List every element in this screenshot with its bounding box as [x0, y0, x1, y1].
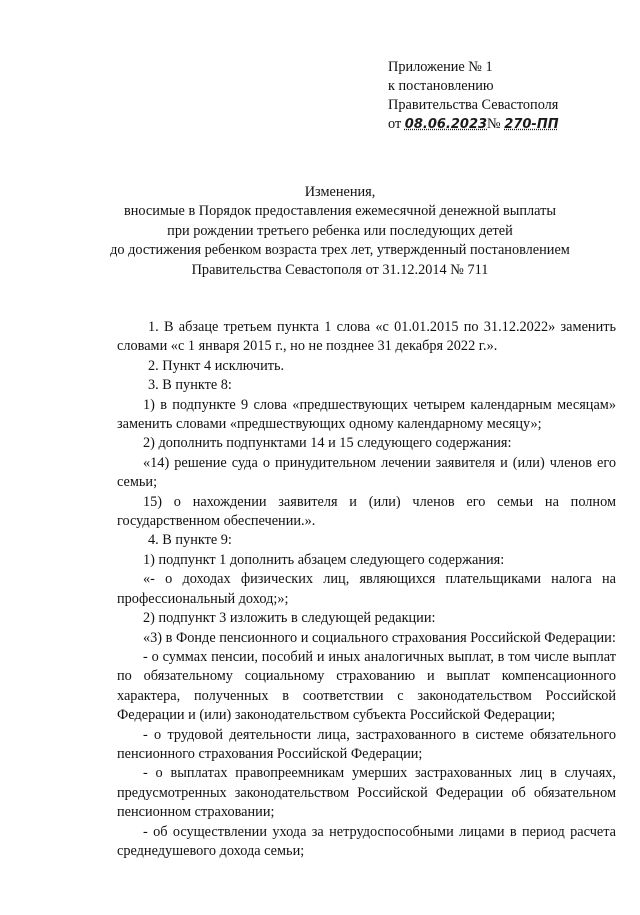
- title-line-4: до достижения ребенком возраста трех лет, утвержденный постановлением: [110, 242, 570, 259]
- appendix-header: [388, 58, 559, 134]
- appendix-line-1: Приложение № 1: [388, 59, 493, 75]
- appendix-line-3: Правительства Севастополя: [388, 97, 559, 113]
- paragraph: 3. В пункте 8:: [148, 377, 232, 394]
- handwritten-date: 08.06.2023: [404, 117, 488, 132]
- paragraph: - о суммах пенсии, пособий и иных аналогичных выплат, в том числе выплат по обязательному социальному страхованию и выплат компенсационного характера, полученных в соответствии с законодательством Российской Федерации и (или) законодательством субъекта Российской Федерации;: [117, 648, 616, 724]
- appendix-line-2: к постановлению: [388, 78, 494, 94]
- paragraph: 4. В пункте 9:: [148, 532, 232, 549]
- paragraph: 1. В абзаце третьем пункта 1 слова «с 01.01.2015 по 31.12.2022» заменить словами «с 1 января 2015 г., но не позднее 31 декабря 2022 г.».: [117, 319, 616, 355]
- paragraph: 2. Пункт 4 исключить.: [148, 357, 285, 374]
- paragraph: 2) дополнить подпунктами 14 и 15 следующего содержания:: [143, 435, 512, 452]
- handwritten-number: 270-ПП: [504, 117, 559, 132]
- title-line-5: Правительства Севастополя от 31.12.2014 № 711: [191, 261, 489, 278]
- paragraph: - об осуществлении ухода за нетрудоспособными лицами в период расчета среднедушевого дохода семьи;: [117, 823, 616, 859]
- appendix-date-line: [388, 115, 559, 134]
- document-body: [117, 318, 616, 861]
- date-prefix: от: [388, 116, 402, 132]
- paragraph: - о выплатах правопреемникам умерших застрахованных лиц в случаях, предусмотренных законодательством Российской Федерации об обязательном пенсионном страховании;: [117, 765, 616, 821]
- title-line-2: вносимые в Порядок предоставления ежемесячной денежной выплаты: [123, 203, 557, 220]
- paragraph: «14) решение суда о принудительном лечении заявителя и (или) членов его семьи;: [117, 454, 616, 491]
- title-line-1: Изменения,: [304, 184, 376, 200]
- number-prefix: №: [487, 116, 501, 132]
- paragraph: «- о доходах физических лиц, являющихся плательщиками налога на профессиональный доход;»;: [117, 571, 616, 607]
- document-title: [60, 183, 620, 280]
- paragraph: - о трудовой деятельности лица, застрахованного в системе обязательного пенсионного страхования Российской Федерации;: [117, 726, 616, 762]
- paragraph: 15) о нахождении заявителя и (или) членов его семьи на полном государственном обеспечении.».: [117, 493, 616, 530]
- paragraph: 1) подпункт 1 дополнить абзацем следующего содержания:: [143, 551, 505, 568]
- paragraph: 1) в подпункте 9 слова «предшествующих четырем календарным месяцам» заменить словами «предшествующих одному календарному месяцу»;: [117, 396, 616, 433]
- paragraph: 2) подпункт 3 изложить в следующей редакции:: [143, 610, 436, 627]
- paragraph: «3) в Фонде пенсионного и социального страхования Российской Федерации:: [143, 629, 616, 646]
- title-line-3: при рождении третьего ребенка или последующих детей: [167, 222, 513, 239]
